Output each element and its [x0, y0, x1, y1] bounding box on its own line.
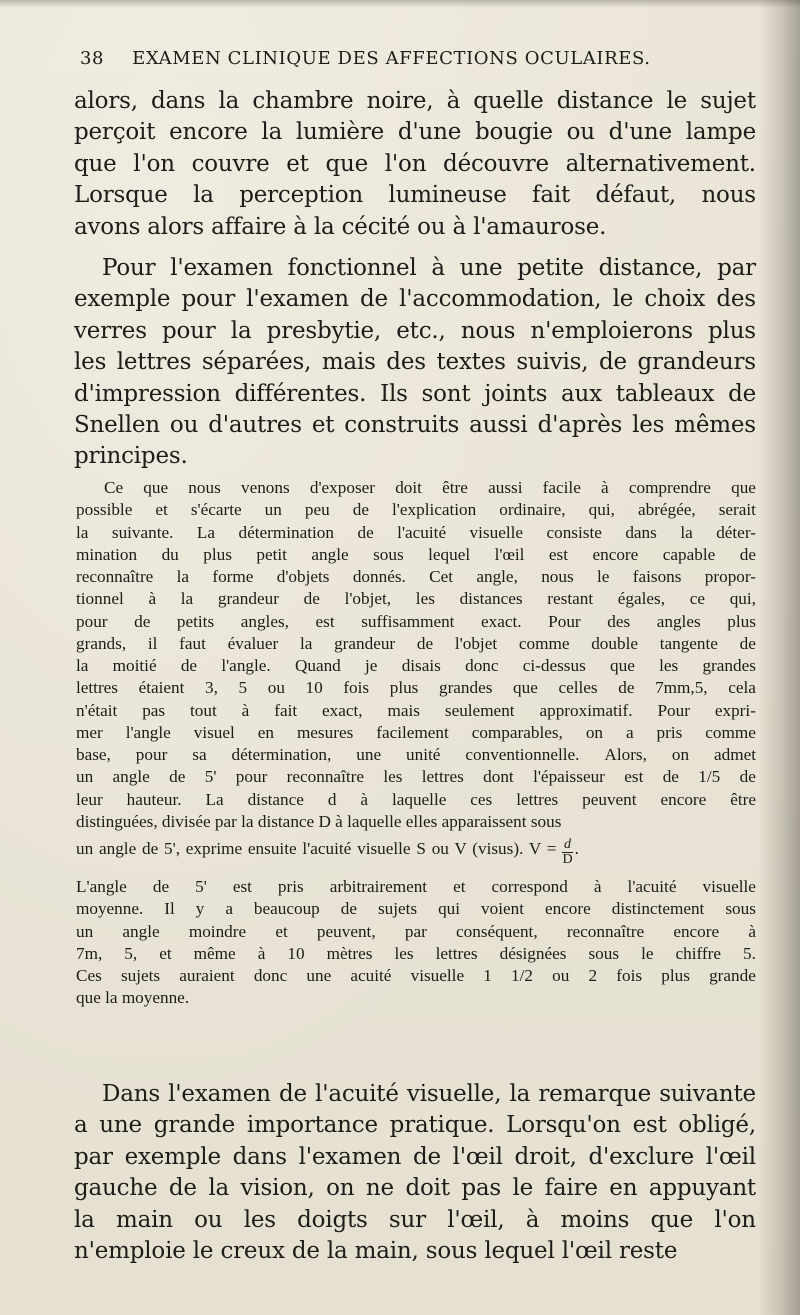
text-line: d'impression différentes. Ils sont joints aux tableaux de — [74, 380, 756, 407]
text-line — [74, 1236, 756, 1267]
paragraph-3 — [74, 1079, 756, 1267]
formula-end: . — [574, 839, 579, 858]
text-line: lettres étaient 3, 5 ou 10 fois plus grandes que celles de 7mm,5, cela — [76, 678, 756, 698]
page-number: 38 — [80, 48, 105, 69]
fraction-d-over-D — [560, 838, 574, 867]
text-line: perçoit encore la lumière d'une bougie ou d'une lampe — [74, 119, 756, 146]
text-line: moyenne. Il y a beaucoup de sujets qui voient encore distinctement sous — [76, 899, 756, 919]
text-line: reconnaître la forme d'objets donnés. Cet angle, nous le faisons propor- — [76, 567, 756, 586]
text-line: la main ou les doigts sur l'œil, à moins que l'on — [74, 1206, 756, 1233]
text-line — [76, 987, 756, 1009]
text-line: base, pour sa détermination, une unité conventionnelle. Alors, on admet — [76, 745, 756, 764]
text-line: a une grande importance pratique. Lorsqu'on est obligé, — [74, 1112, 756, 1139]
text-line: verres pour la presbytie, etc., nous n'emploierons plus — [74, 317, 756, 344]
text-line — [76, 811, 756, 833]
text-line: un angle moindre et peuvent, par conséquent, reconnaître encore à — [76, 921, 756, 941]
page-binding-shadow — [758, 0, 800, 1315]
fraction-numerator: d — [564, 837, 572, 852]
fraction-denominator: D — [562, 852, 573, 867]
text-line: la suivante. La détermination de l'acuité visuelle consiste dans la déter- — [76, 522, 756, 542]
running-title: EXAMEN CLINIQUE DES AFFECTIONS OCULAIRES. — [132, 48, 651, 69]
text-line: n'était pas tout à fait exact, mais seulement approximatif. Pour expri- — [76, 700, 756, 720]
text-line — [74, 441, 756, 472]
text-line: Lorsque la perception lumineuse fait défaut, nous — [74, 182, 756, 209]
text-line: tionnel à la grandeur de l'objet, les distances restant égales, ce qui, — [76, 589, 756, 609]
text-line: exemple pour l'examen de l'accommodation, le choix des — [74, 286, 756, 313]
line-text: n'emploie le creux de la main, sous lequel l'œil reste — [74, 1238, 678, 1265]
formula-text: un angle de 5', exprime ensuite l'acuité visuelle S ou V (visus). V = — [76, 839, 557, 858]
small-paragraph-2 — [76, 876, 756, 1010]
paragraph-2 — [74, 253, 756, 473]
text-line: possible et s'écarte un peu de l'explication ordinaire, qui, abrégée, serait — [76, 500, 756, 520]
text-line: 7m, 5, et même à 10 mètres les lettres désignées sous le chiffre 5. — [76, 943, 756, 963]
line-text: principes. — [74, 443, 188, 470]
formula-line — [76, 838, 756, 867]
text-line: mination du plus petit angle sous lequel l'œil est encore capable de — [76, 544, 756, 564]
text-line: par exemple dans l'examen de l'œil droit, d'exclure l'œil — [74, 1143, 756, 1170]
text-line: la moitié de l'angle. Quand je disais donc ci-dessus que les grandes — [76, 656, 756, 675]
small-paragraph-1 — [76, 477, 756, 833]
text-line: pour de petits angles, est suffisamment exact. Pour des angles plus — [76, 611, 756, 631]
text-line: gauche de la vision, on ne doit pas le faire en appuyant — [74, 1175, 756, 1202]
line-text: distinguées, divisée par la distance D à laquelle elles apparaissent sous — [76, 811, 562, 831]
text-line — [74, 212, 756, 243]
text-line: grands, il faut évaluer la grandeur de l'objet comme double tangente de — [76, 633, 756, 653]
text-line: mer l'angle visuel en mesures facilement comparables, on a pris comme — [76, 722, 756, 742]
text-line: un angle de 5' pour reconnaître les lettres dont l'épaisseur est de 1/5 de — [76, 767, 756, 787]
text-line: Dans l'examen de l'acuité visuelle, la remarque suivante — [102, 1081, 756, 1107]
page-top-shadow — [0, 0, 800, 8]
line-text: que la moyenne. — [76, 988, 190, 1008]
text-line: Pour l'examen fonctionnel à une petite distance, par — [102, 255, 756, 281]
text-line: Ces sujets auraient donc une acuité visuelle 1 1/2 ou 2 fois plus grande — [76, 966, 756, 985]
text-line: L'angle de 5' est pris arbitrairement et correspond à l'acuité visuelle — [76, 877, 756, 896]
text-line: les lettres séparées, mais des textes suivis, de grandeurs — [74, 349, 756, 376]
text-line: que l'on couvre et que l'on découvre alternativement. — [74, 150, 756, 177]
text-line: Ce que nous venons d'exposer doit être aussi facile à comprendre que — [104, 478, 756, 497]
text-line: alors, dans la chambre noire, à quelle distance le sujet — [74, 88, 756, 114]
text-line: Snellen ou d'autres et construits aussi d'après les mêmes — [74, 412, 756, 439]
text-line: leur hauteur. La distance d à laquelle ces lettres peuvent encore être — [76, 789, 756, 809]
line-text: avons alors affaire à la cécité ou à l'amaurose. — [74, 213, 607, 240]
running-head — [80, 48, 700, 69]
paragraph-1 — [74, 86, 756, 243]
